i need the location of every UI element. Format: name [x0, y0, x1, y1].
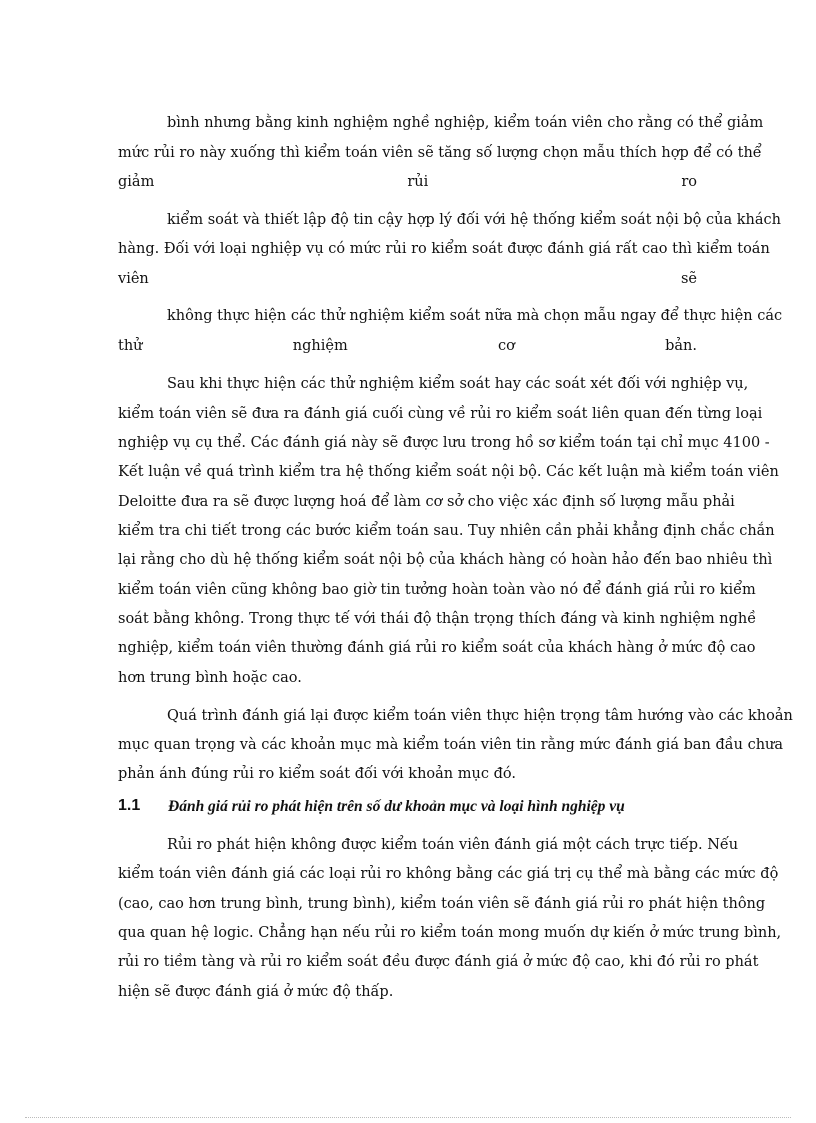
- text-line: kiểm toán viên đánh giá các loại rủi ro không bằng các giá trị cụ thể mà bằng các mức độ: [118, 866, 779, 882]
- text-line: mức rủi ro này xuống thì kiểm toán viên sẽ tăng số lượng chọn mẫu thích hợp để có thể: [118, 145, 762, 161]
- text-line: bình nhưng bằng kinh nghiệm nghề nghiệp, kiểm toán viên cho rằng có thể giảm: [167, 115, 764, 131]
- text-line: giảm rủi ro: [118, 174, 697, 190]
- text-line: Deloitte đưa ra sẽ được lượng hoá để làm cơ sở cho việc xác định số lượng mẫu phải: [118, 494, 735, 510]
- text-line: thử nghiệm cơ bản.: [118, 338, 697, 354]
- text-line: Rủi ro phát hiện không được kiểm toán viên đánh giá một cách trực tiếp. Nếu: [167, 837, 739, 853]
- text-line: viên sẽ: [118, 271, 697, 287]
- text-line: Quá trình đánh giá lại được kiểm toán viên thực hiện trọng tâm hướng vào các khoản: [167, 708, 793, 724]
- text-line: (cao, cao hơn trung bình, trung bình), kiểm toán viên sẽ đánh giá rủi ro phát hiện thông: [118, 896, 766, 912]
- text-line: nghiệp, kiểm toán viên thường đánh giá rủi ro kiểm soát của khách hàng ở mức độ cao: [118, 640, 756, 656]
- text-line: soát bằng không. Trong thực tế với thái độ thận trọng thích đáng và kinh nghiệm nghề: [118, 611, 757, 627]
- text-line: kiểm toán viên cũng không bao giờ tin tưởng hoàn toàn vào nó để đánh giá rủi ro kiểm: [118, 582, 756, 598]
- section-number: 1.1: [118, 797, 141, 814]
- page-bottom-divider: [25, 1117, 791, 1118]
- section-title: Đánh giá rủi ro phát hiện trên số dư khoản mục và loại hình nghiệp vụ: [168, 798, 625, 815]
- text-line: Sau khi thực hiện các thử nghiệm kiểm soát hay các soát xét đối với nghiệp vụ,: [167, 376, 749, 392]
- text-line: Kết luận về quá trình kiểm tra hệ thống kiểm soát nội bộ. Các kết luận mà kiểm toán viên: [118, 464, 779, 480]
- text-line: hiện sẽ được đánh giá ở mức độ thấp.: [118, 984, 394, 1000]
- text-line: nghiệp vụ cụ thể. Các đánh giá này sẽ được lưu trong hồ sơ kiểm toán tại chỉ mục 4100 -: [118, 435, 770, 451]
- section-heading: [118, 797, 718, 819]
- text-line: phản ánh đúng rủi ro kiểm soát đối với khoản mục đó.: [118, 766, 516, 782]
- text-line: kiểm soát và thiết lập độ tin cậy hợp lý đối với hệ thống kiểm soát nội bộ của khách: [167, 212, 781, 228]
- text-line: không thực hiện các thử nghiệm kiểm soát nữa mà chọn mẫu ngay để thực hiện các: [167, 308, 783, 324]
- text-line: mục quan trọng và các khoản mục mà kiểm toán viên tin rằng mức đánh giá ban đầu chưa: [118, 737, 784, 753]
- text-line: hơn trung bình hoặc cao.: [118, 670, 302, 686]
- text-line: hàng. Đối với loại nghiệp vụ có mức rủi ro kiểm soát được đánh giá rất cao thì kiểm toán: [118, 241, 770, 257]
- text-line: qua quan hệ logic. Chẳng hạn nếu rủi ro kiểm toán mong muốn dự kiến ở mức trung bình,: [118, 925, 782, 941]
- text-line: rủi ro tiềm tàng và rủi ro kiểm soát đều được đánh giá ở mức độ cao, khi đó rủi ro phát: [118, 954, 759, 970]
- text-line: kiểm toán viên sẽ đưa ra đánh giá cuối cùng về rủi ro kiểm soát liên quan đến từng loại: [118, 406, 763, 422]
- text-line: lại rằng cho dù hệ thống kiểm soát nội bộ của khách hàng có hoàn hảo đến bao nhiêu thì: [118, 552, 773, 568]
- text-line: kiểm tra chi tiết trong các bước kiểm toán sau. Tuy nhiên cần phải khẳng định chắc chắn: [118, 523, 775, 539]
